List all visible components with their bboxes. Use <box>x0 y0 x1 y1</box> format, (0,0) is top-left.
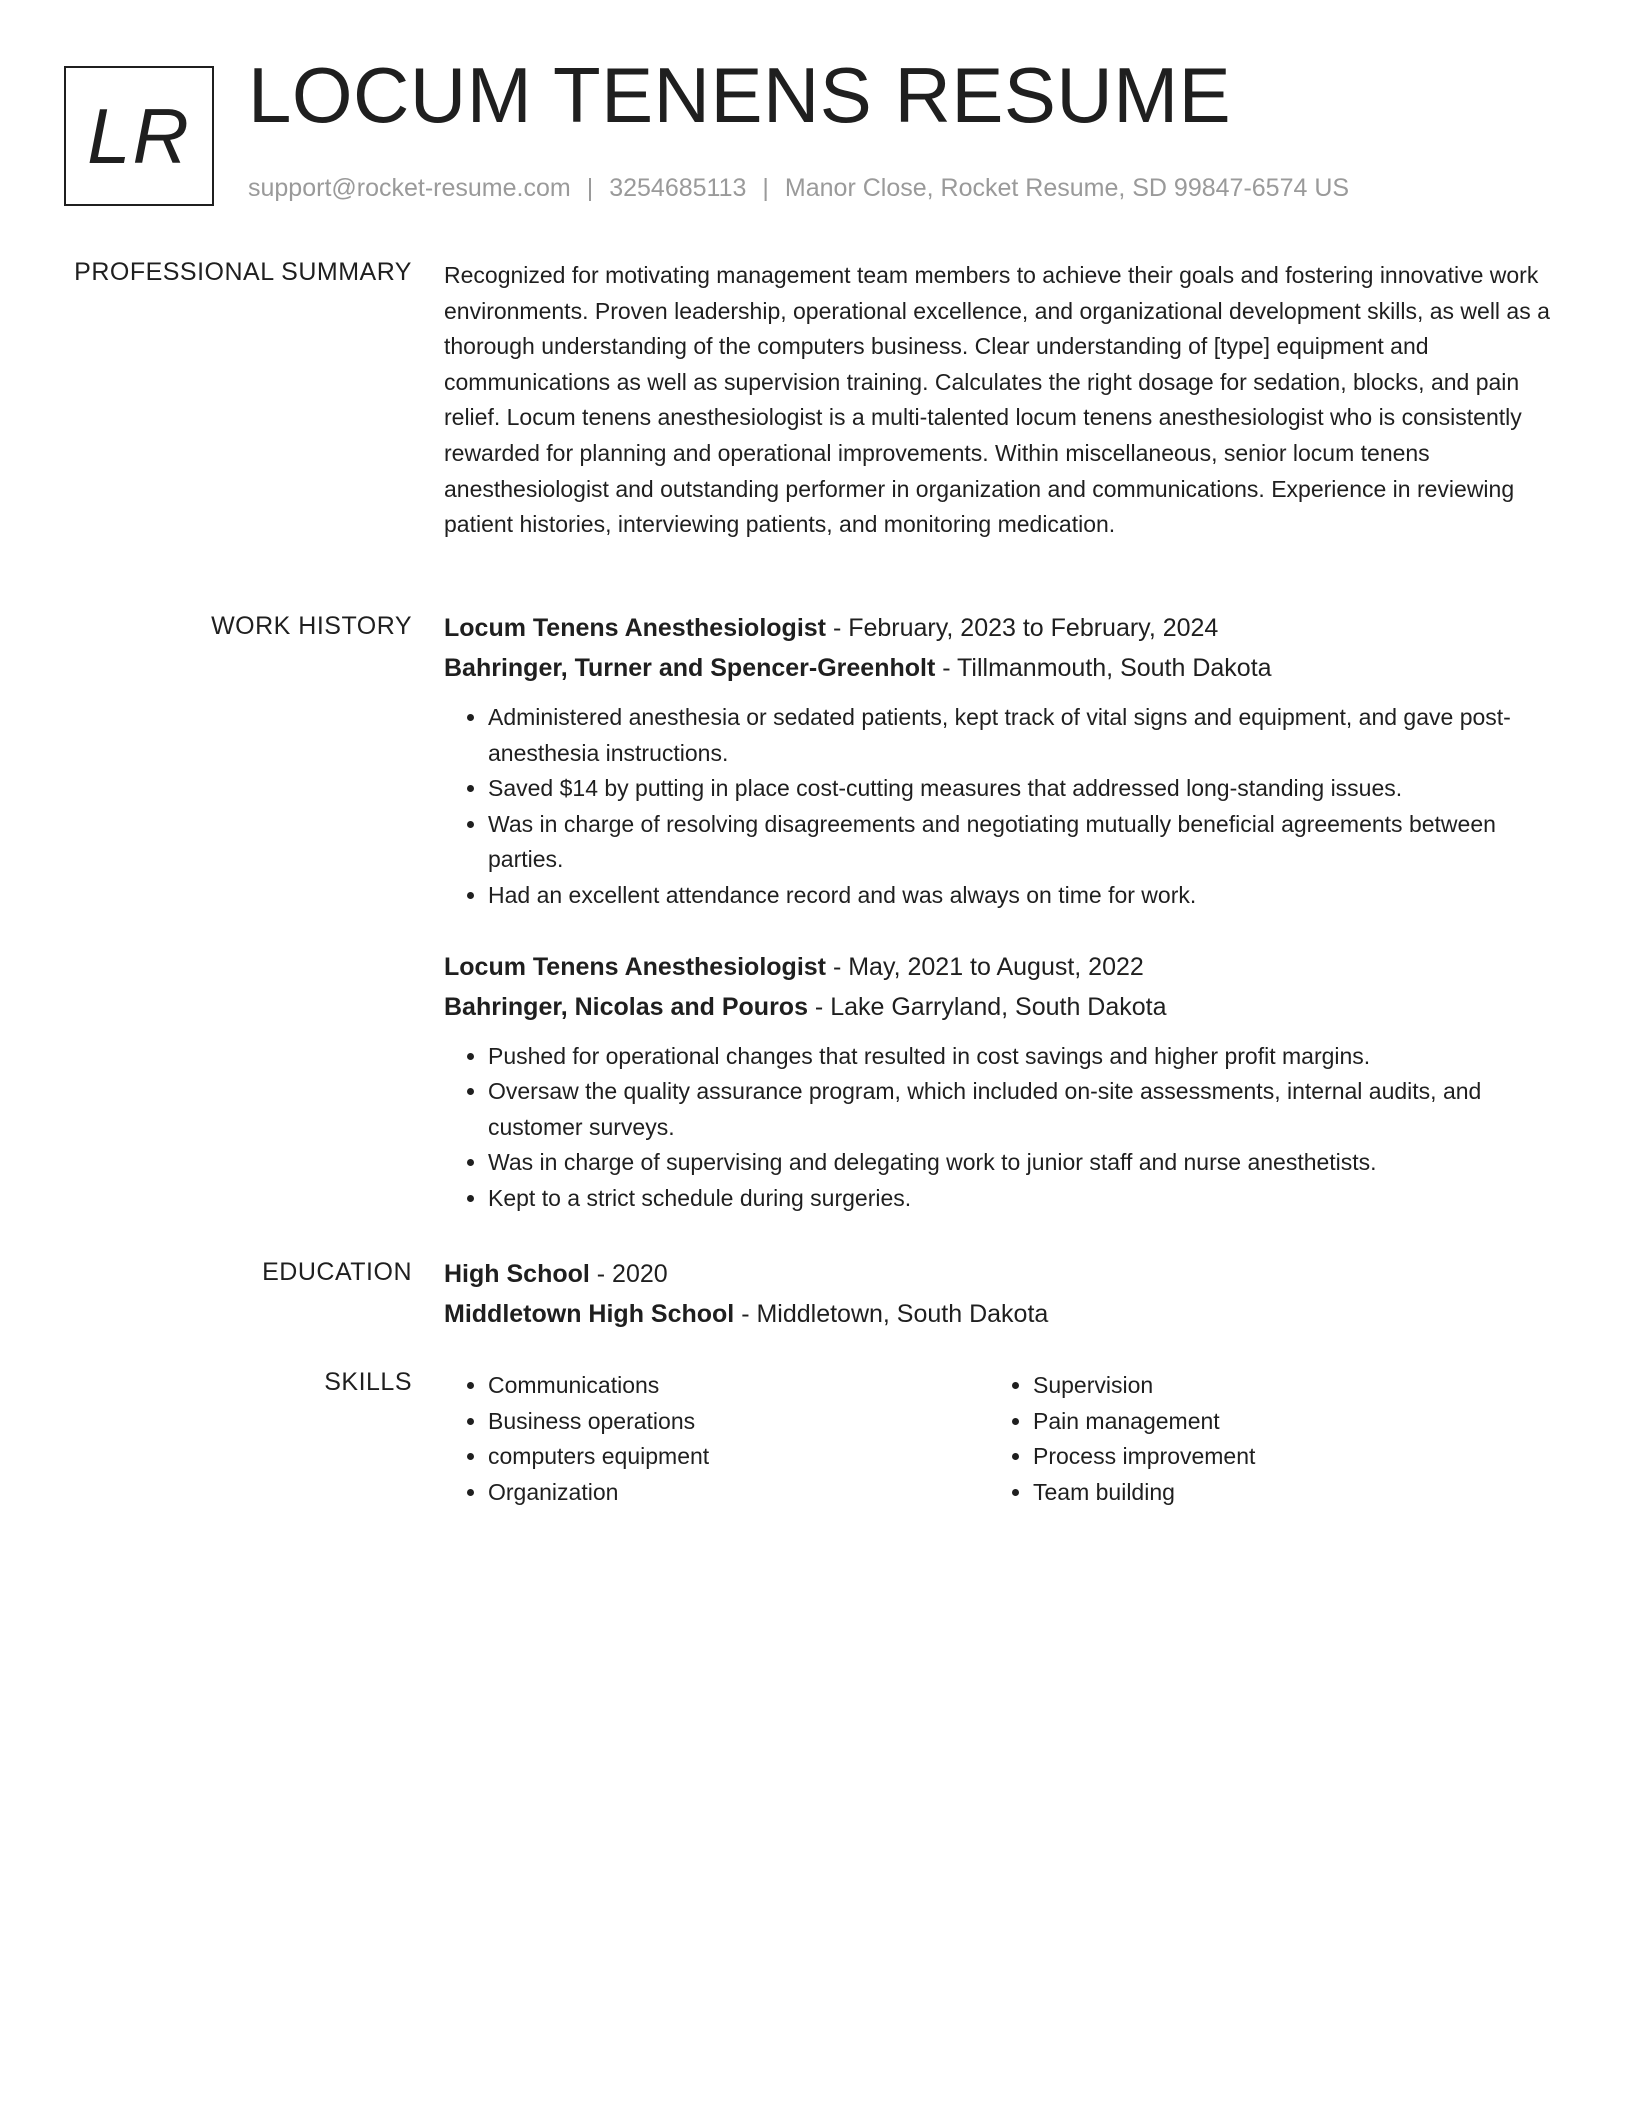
job-dates: - February, 2023 to February, 2024 <box>826 614 1219 642</box>
job-title: Locum Tenens Anesthesiologist <box>444 614 826 642</box>
list-item: • Saved $14 by putting in place cost-cutting measures that addressed long-standing issues. <box>488 771 1554 807</box>
contact-email[interactable]: support@rocket-resume.com <box>248 174 571 202</box>
contact-separator: | <box>586 174 594 202</box>
list-item: • Was in charge of resolving disagreements and negotiating mutually beneficial agreements between parties. <box>488 807 1554 878</box>
education-degree: High School <box>444 1260 590 1288</box>
education-body <box>444 1254 1554 1334</box>
list-item: • Supervision <box>1033 1368 1534 1404</box>
contact-phone[interactable]: 3254685113 <box>609 174 747 202</box>
education-year: - 2020 <box>589 1260 668 1288</box>
skills-grid <box>444 1368 1554 1510</box>
work-history-heading: WORK HISTORY <box>211 612 412 640</box>
education-degree-line <box>444 1254 1554 1294</box>
list-item: • Pain management <box>1033 1404 1534 1440</box>
list-item: • Business operations <box>488 1404 989 1440</box>
skills-heading: SKILLS <box>324 1368 412 1396</box>
job-company-line <box>444 648 1554 688</box>
job-bullets <box>444 1039 1554 1217</box>
skills-body <box>444 1368 1554 1510</box>
contact-line <box>248 174 1349 203</box>
skills-list-right <box>989 1368 1534 1510</box>
job-dates: - May, 2021 to August, 2022 <box>826 952 1144 981</box>
list-item: • Had an excellent attendance record and was always on time for work. <box>488 878 1554 914</box>
skills-list-left <box>444 1368 989 1510</box>
summary-heading: PROFESSIONAL SUMMARY <box>74 258 412 286</box>
job-entry <box>444 608 1554 914</box>
job-location: - Tillmanmouth, South Dakota <box>935 654 1272 682</box>
job-company-line <box>444 987 1554 1027</box>
list-item: • Oversaw the quality assurance program, which included on-site assessments, internal audits, and customer surveys. <box>488 1074 1554 1145</box>
job-title: Locum Tenens Anesthesiologist <box>444 952 826 981</box>
page-title: LOCUM TENENS RESUME <box>248 51 1232 139</box>
list-item: • Administered anesthesia or sedated patients, kept track of vital signs and equipment, and gave post-anesthesia instructions. <box>488 700 1554 771</box>
education-school: Middletown High School <box>444 1300 735 1328</box>
monogram-logo: LR <box>64 66 214 206</box>
contact-address: Manor Close, Rocket Resume, SD 99847-6574 US <box>784 174 1350 202</box>
job-bullets <box>444 700 1554 914</box>
list-item: • Communications <box>488 1368 989 1404</box>
education-school-line <box>444 1294 1554 1334</box>
summary-body <box>444 258 1554 543</box>
education-heading: EDUCATION <box>262 1258 412 1286</box>
contact-separator: | <box>762 174 769 202</box>
education-location: - Middletown, South Dakota <box>734 1300 1049 1328</box>
job-title-line <box>444 608 1554 648</box>
list-item: • Was in charge of supervising and delegating work to junior staff and nurse anesthetists. <box>488 1145 1554 1181</box>
list-item: • Process improvement <box>1033 1439 1534 1475</box>
job-company: Bahringer, Turner and Spencer-Greenholt <box>444 654 936 682</box>
job-company: Bahringer, Nicolas and Pouros <box>444 992 808 1021</box>
list-item: • Organization <box>488 1475 989 1511</box>
job-location: - Lake Garryland, South Dakota <box>807 992 1167 1021</box>
list-item: • Team building <box>1033 1475 1534 1511</box>
work-history-body <box>444 608 1554 1217</box>
list-item: • computers equipment <box>488 1439 989 1475</box>
job-title-line <box>444 947 1554 987</box>
summary-text: Recognized for motivating management team members to achieve their goals and fostering innovative work environments. Proven leadership, operational excellence, and organizational development skills, as well as a thorough understanding of the computers business. Clear understanding of [type] equipment and communications as well as supervision training. Calculates the right dosage for sedation, blocks, and pain relief. Locum tenens anesthesiologist is a multi-talented locum tenens anesthesiologist who is consistently rewarded for planning and operational improvements. Within miscellaneous, senior locum tenens anesthesiologist and outstanding performer in organization and communications. Experience in reviewing patient histories, interviewing patients, and monitoring medication. <box>444 262 1550 538</box>
job-entry <box>444 947 1554 1217</box>
list-item: • Kept to a strict schedule during surgeries. <box>488 1181 1554 1217</box>
list-item: • Pushed for operational changes that resulted in cost savings and higher profit margins. <box>488 1039 1554 1075</box>
